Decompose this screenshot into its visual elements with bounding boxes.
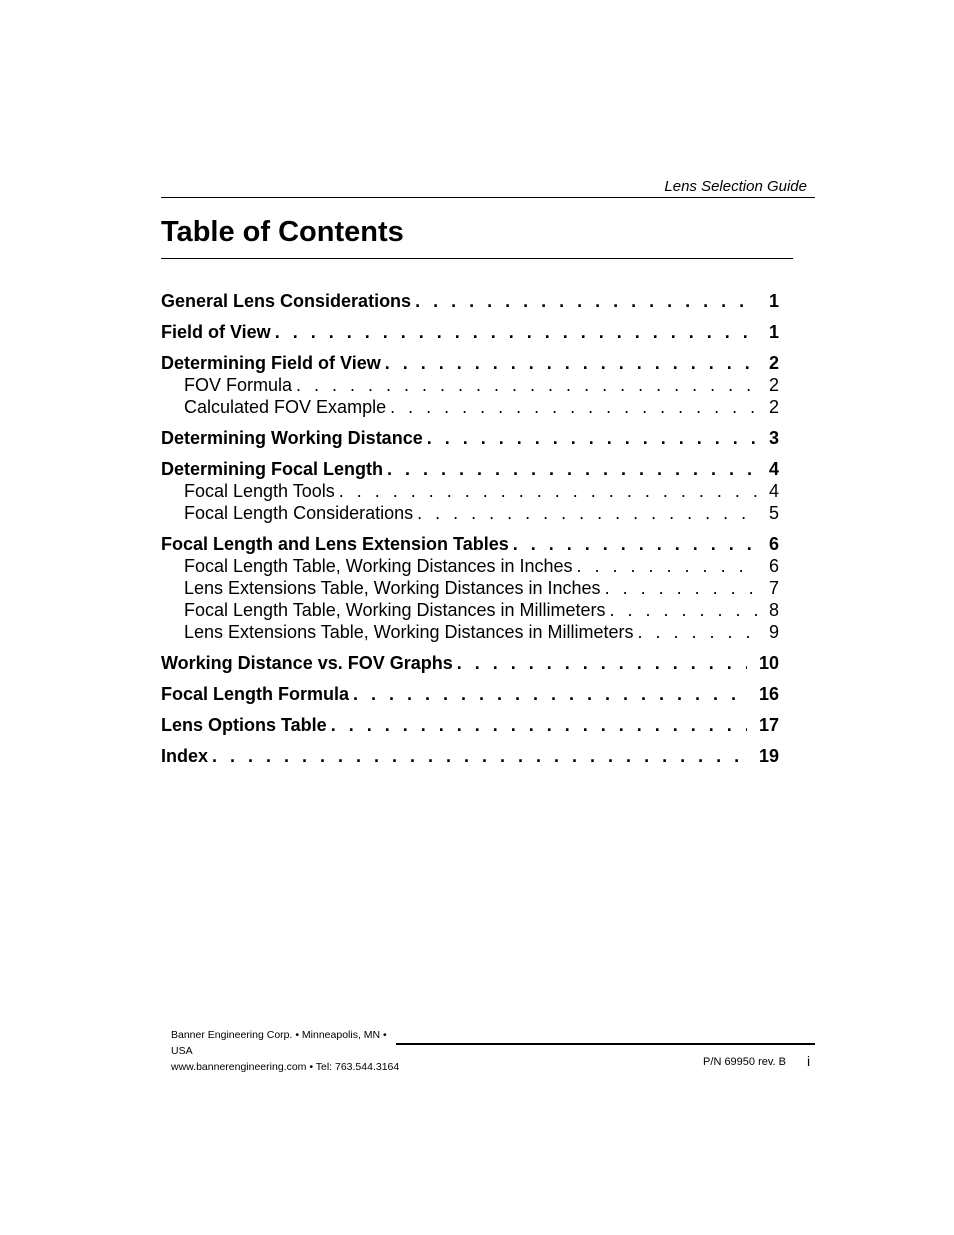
toc-subentry[interactable] bbox=[161, 502, 779, 524]
toc-entry[interactable] bbox=[161, 321, 779, 343]
footer-company-line: Banner Engineering Corp. • Minneapolis, MN • USA bbox=[171, 1029, 387, 1057]
dot-leader bbox=[331, 714, 747, 736]
footer-divider bbox=[396, 1043, 815, 1045]
toc-subentry[interactable] bbox=[161, 555, 779, 577]
toc-entry-title: Focal Length Considerations bbox=[184, 503, 414, 523]
toc-subentry[interactable] bbox=[161, 577, 779, 599]
toc-group bbox=[161, 427, 779, 449]
toc-entry-title: Calculated FOV Example bbox=[184, 397, 387, 417]
footer-company-info bbox=[171, 1027, 411, 1075]
toc-entry[interactable] bbox=[161, 427, 779, 449]
toc-entry-title: Determining Focal Length bbox=[161, 459, 384, 479]
dot-leader bbox=[385, 352, 757, 374]
toc-entry-title: Lens Extensions Table, Working Distances in Millimeters bbox=[184, 622, 634, 642]
toc-entry-title: Determining Working Distance bbox=[161, 428, 423, 448]
toc-entry[interactable] bbox=[161, 714, 779, 736]
toc-entry-page: 4 bbox=[768, 459, 779, 479]
toc-entry-title: Focal Length Tools bbox=[184, 481, 335, 501]
page-title: Table of Contents bbox=[161, 216, 404, 248]
toc-entry[interactable] bbox=[161, 683, 779, 705]
toc-entry-page: 1 bbox=[768, 322, 779, 342]
toc-subentry[interactable] bbox=[161, 374, 779, 396]
toc-entry[interactable] bbox=[161, 352, 779, 374]
table-of-contents bbox=[161, 290, 779, 776]
toc-entry[interactable] bbox=[161, 458, 779, 480]
toc-group bbox=[161, 290, 779, 312]
dot-leader bbox=[212, 745, 747, 767]
toc-entry-page: 6 bbox=[768, 556, 779, 576]
toc-entry-page: 1 bbox=[768, 291, 779, 311]
toc-entry-page: 9 bbox=[768, 622, 779, 642]
toc-entry-page: 7 bbox=[768, 578, 779, 598]
toc-entry-title: Working Distance vs. FOV Graphs bbox=[161, 653, 453, 673]
title-divider bbox=[161, 258, 793, 259]
dot-leader bbox=[638, 621, 757, 643]
dot-leader bbox=[610, 599, 757, 621]
part-number: P/N 69950 rev. B bbox=[703, 1056, 786, 1068]
toc-group bbox=[161, 458, 779, 524]
toc-group bbox=[161, 683, 779, 705]
dot-leader bbox=[457, 652, 747, 674]
dot-leader bbox=[417, 502, 757, 524]
toc-subentry[interactable] bbox=[161, 599, 779, 621]
dot-leader bbox=[275, 321, 757, 343]
toc-entry-page: 2 bbox=[768, 397, 779, 417]
toc-entry-page: 4 bbox=[768, 481, 779, 501]
dot-leader bbox=[353, 683, 747, 705]
toc-entry[interactable] bbox=[161, 745, 779, 767]
dot-leader bbox=[605, 577, 757, 599]
toc-entry-page: 6 bbox=[768, 534, 779, 554]
toc-group bbox=[161, 745, 779, 767]
toc-entry-title: General Lens Considerations bbox=[161, 291, 412, 311]
toc-entry-page: 3 bbox=[768, 428, 779, 448]
toc-group bbox=[161, 714, 779, 736]
dot-leader bbox=[296, 374, 757, 396]
dot-leader bbox=[427, 427, 757, 449]
toc-entry-title: Lens Extensions Table, Working Distances in Inches bbox=[184, 578, 601, 598]
toc-entry-title: Focal Length Table, Working Distances in Inches bbox=[184, 556, 573, 576]
toc-entry-page: 17 bbox=[758, 715, 779, 735]
footer-contact-line: www.bannerengineering.com • Tel: 763.544.3164 bbox=[171, 1061, 400, 1073]
toc-entry-title: Determining Field of View bbox=[161, 353, 381, 373]
toc-entry-title: Focal Length Table, Working Distances in Millimeters bbox=[184, 600, 606, 620]
toc-subentry[interactable] bbox=[161, 480, 779, 502]
toc-group bbox=[161, 652, 779, 674]
toc-entry-title: Lens Options Table bbox=[161, 715, 327, 735]
toc-entry-page: 10 bbox=[758, 653, 779, 673]
toc-entry-page: 2 bbox=[768, 353, 779, 373]
toc-entry-title: FOV Formula bbox=[184, 375, 293, 395]
dot-leader bbox=[339, 480, 757, 502]
toc-entry-page: 8 bbox=[768, 600, 779, 620]
dot-leader bbox=[415, 290, 757, 312]
toc-entry-title: Field of View bbox=[161, 322, 271, 342]
toc-entry-page: 16 bbox=[758, 684, 779, 704]
toc-group bbox=[161, 321, 779, 343]
toc-entry[interactable] bbox=[161, 290, 779, 312]
toc-group bbox=[161, 352, 779, 418]
toc-entry-title: Focal Length Formula bbox=[161, 684, 350, 704]
dot-leader bbox=[577, 555, 757, 577]
toc-entry-page: 19 bbox=[758, 746, 779, 766]
toc-entry-title: Focal Length and Lens Extension Tables bbox=[161, 534, 509, 554]
dot-leader bbox=[387, 458, 757, 480]
dot-leader bbox=[390, 396, 757, 418]
toc-entry[interactable] bbox=[161, 652, 779, 674]
toc-entry[interactable] bbox=[161, 533, 779, 555]
page-number: i bbox=[807, 1053, 811, 1069]
guide-title: Lens Selection Guide bbox=[664, 178, 807, 195]
toc-subentry[interactable] bbox=[161, 621, 779, 643]
toc-group bbox=[161, 533, 779, 643]
toc-entry-title: Index bbox=[161, 746, 209, 766]
header-divider bbox=[161, 197, 815, 198]
toc-subentry[interactable] bbox=[161, 396, 779, 418]
toc-entry-page: 2 bbox=[768, 375, 779, 395]
toc-entry-page: 5 bbox=[768, 503, 779, 523]
dot-leader bbox=[513, 533, 757, 555]
